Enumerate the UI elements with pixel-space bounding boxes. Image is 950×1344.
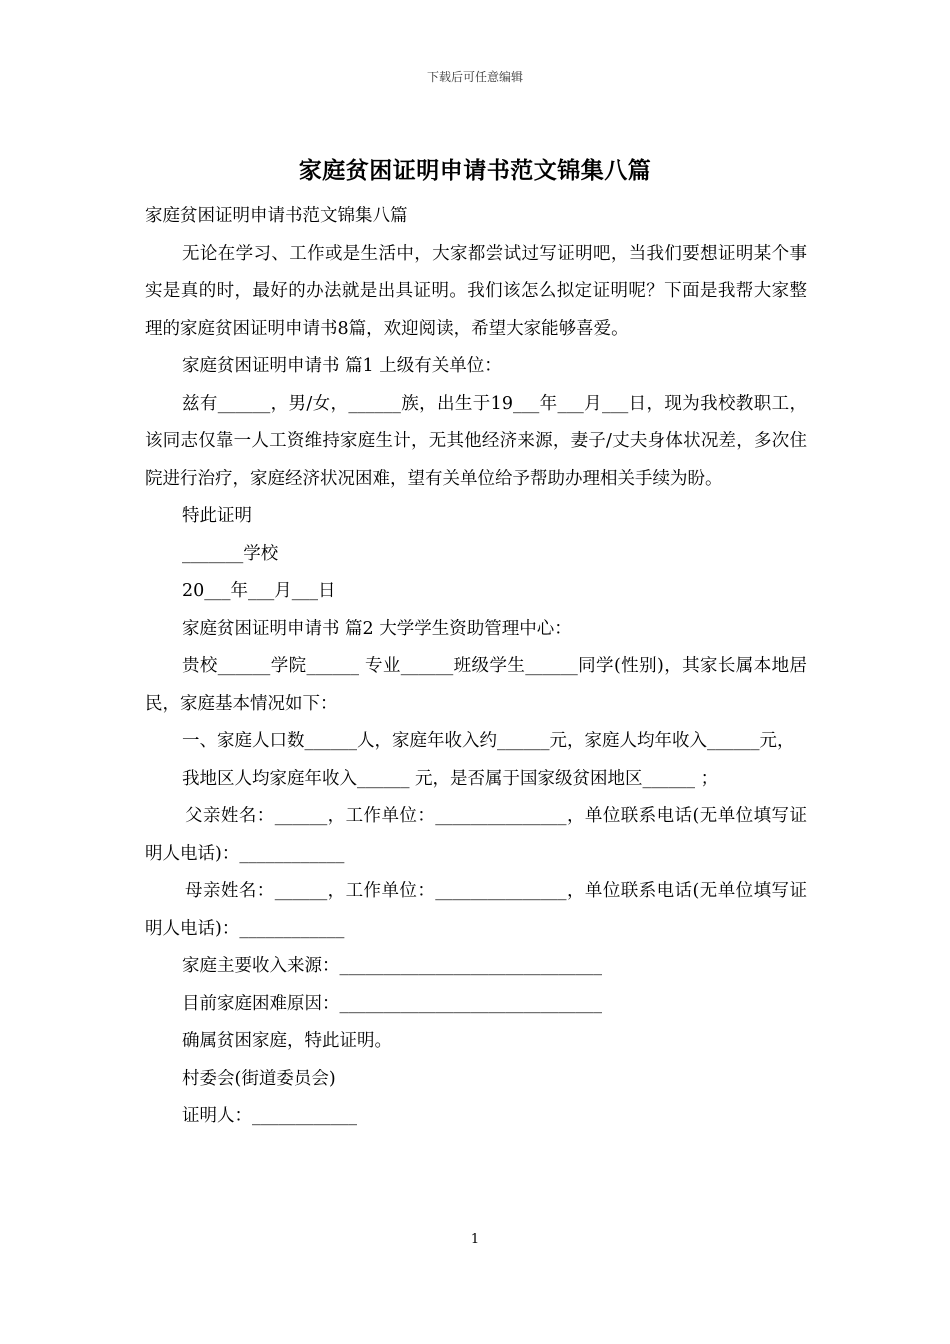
section-2-intro: 贵校______学院______ 专业______班级学生______同学(性别)，其家长属本地居民，家庭基本情况如下：	[145, 656, 807, 714]
header-note: 下载后可任意编辑	[426, 70, 523, 84]
section-2-item-1: 一、家庭人口数______人，家庭年收入约______元，家庭人均年收入______元，	[182, 731, 795, 751]
section-2-committee: 村委会(街道委员会)	[182, 1068, 336, 1089]
section-1-school: _______学校	[182, 543, 279, 564]
section-2-region-income: 我地区人均家庭年收入______ 元，是否属于国家级贫困地区______ ；	[182, 768, 719, 789]
section-2-mother: 母亲姓名：______，工作单位：_______________，单位联系电话(无单位填写证明人电话)：____________	[145, 881, 807, 939]
document-body	[145, 198, 807, 1136]
section-2-difficulty-reason: 目前家庭困难原因：______________________________	[182, 993, 602, 1014]
section-1-date: 20___年___月___日	[182, 581, 336, 601]
section-2-income-source: 家庭主要收入来源：______________________________	[182, 956, 602, 976]
section-2-confirmation: 确属贫困家庭，特此证明。	[182, 1031, 392, 1051]
section-1-body: 兹有______，男/女，______族，出生于19___年___月___日，现为我校教职工，该同志仅靠一人工资维持家庭生计，无其他经济来源，妻子/丈夫身体状况差，多次住院进行治疗，家庭经济状况困难，望有关单位给予帮助办理相关手续为盼。	[145, 393, 807, 489]
section-1-heading: 家庭贫困证明申请书 篇1 上级有关单位：	[182, 356, 502, 376]
document-title: 家庭贫困证明申请书范文锦集八篇	[298, 157, 652, 184]
section-1-closing: 特此证明	[182, 506, 252, 526]
section-2-witness: 证明人：____________	[182, 1106, 357, 1126]
subtitle-line: 家庭贫困证明申请书范文锦集八篇	[145, 206, 408, 226]
intro-paragraph: 无论在学习、工作或是生活中，大家都尝试过写证明吧，当我们要想证明某个事实是真的时，最好的办法就是出具证明。我们该怎么拟定证明呢？下面是我帮大家整理的家庭贫困证明申请书8篇，欢迎阅读，希望大家能够喜爱。	[145, 243, 807, 339]
section-2-heading: 家庭贫困证明申请书 篇2 大学学生资助管理中心：	[182, 618, 572, 639]
page-number: 1	[470, 1232, 480, 1247]
section-2-father: 父亲姓名：______，工作单位：_______________，单位联系电话(无单位填写证明人电话)：____________	[145, 806, 807, 864]
